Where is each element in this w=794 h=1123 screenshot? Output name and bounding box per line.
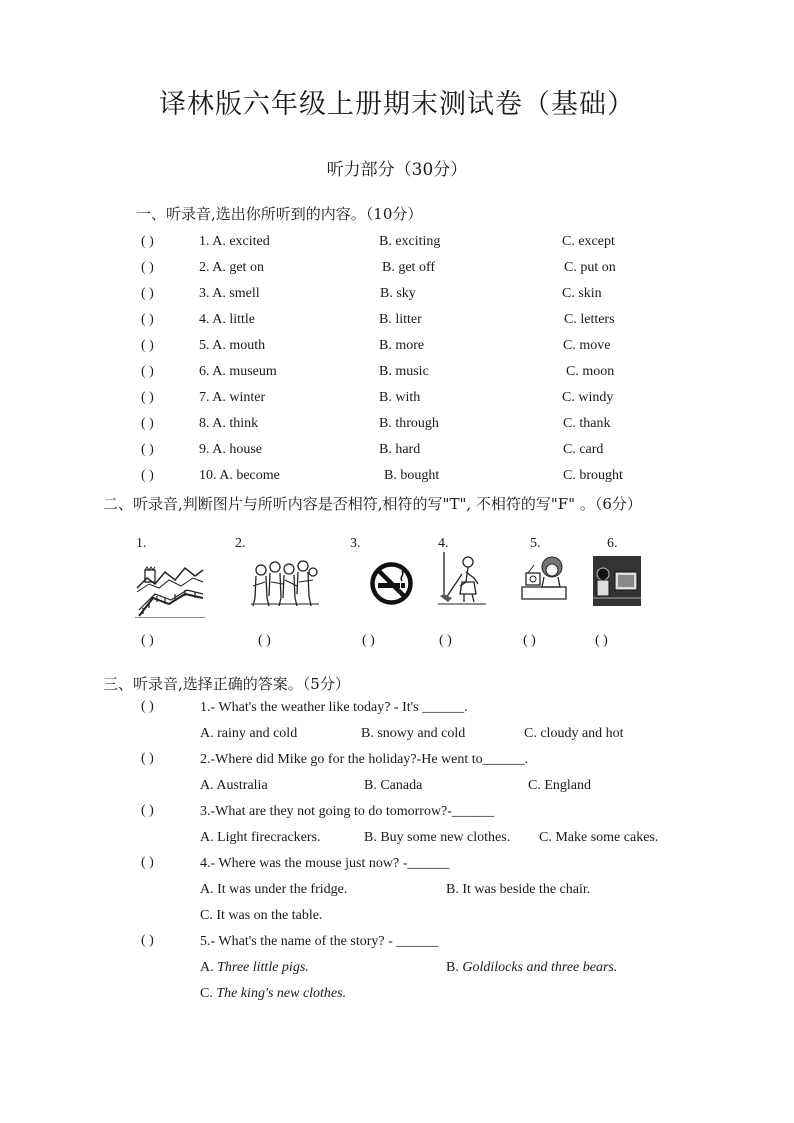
option-a: 5. A. mouth	[199, 338, 266, 353]
picture-number: 6.	[607, 536, 618, 551]
answer-bracket[interactable]: ( )	[362, 633, 375, 648]
option-a: A. It was under the fridge.	[200, 882, 348, 897]
option-letter: B.	[446, 960, 459, 975]
option-c: C. Make some cakes.	[539, 830, 659, 845]
option-a: 10. A. become	[199, 468, 280, 483]
option-c: C. England	[528, 778, 591, 793]
option-b: B. Canada	[364, 778, 423, 793]
answer-bracket[interactable]: ( )	[141, 364, 154, 379]
option-c: C. move	[563, 338, 611, 353]
question-text: 5.- What's the name of the story? - ______	[200, 934, 439, 949]
option-a: 3. A. smell	[199, 286, 260, 301]
option-c: C. put on	[564, 260, 616, 275]
option-a: A. Light firecrackers.	[200, 830, 321, 845]
option-letter: A.	[200, 960, 214, 975]
option-b: B. litter	[379, 312, 422, 327]
option-letter: C.	[200, 986, 213, 1001]
question-text: 1.- What's the weather like today? - It's ______.	[200, 700, 468, 715]
listening-subtitle: 听力部分（30分）	[326, 160, 468, 180]
answer-bracket[interactable]: ( )	[523, 633, 536, 648]
answer-bracket[interactable]: ( )	[141, 416, 154, 431]
answer-bracket[interactable]: ( )	[439, 633, 452, 648]
option-c: C. letters	[564, 312, 615, 327]
option-c	[200, 986, 346, 1002]
answer-bracket[interactable]: ( )	[141, 933, 154, 948]
answer-bracket[interactable]: ( )	[141, 390, 154, 405]
question-text: 2.-Where did Mike go for the holiday?-He went to______.	[200, 752, 529, 767]
answer-bracket[interactable]: ( )	[141, 338, 154, 353]
answer-bracket[interactable]: ( )	[595, 633, 608, 648]
answer-bracket[interactable]: ( )	[141, 312, 154, 327]
option-b: B. through	[379, 416, 439, 431]
picture-number: 3.	[350, 536, 361, 551]
answer-bracket[interactable]: ( )	[258, 633, 271, 648]
option-b: B. more	[379, 338, 425, 353]
option-c: C. moon	[566, 364, 615, 379]
option-c: C. brought	[563, 468, 623, 483]
option-c: C. thank	[563, 416, 611, 431]
option-a	[200, 960, 309, 976]
answer-bracket[interactable]: ( )	[141, 803, 154, 818]
option-b: B. bought	[384, 468, 440, 483]
option-b: B. Buy some new clothes.	[364, 830, 511, 845]
option-a: 1. A. excited	[199, 234, 270, 249]
option-a: 4. A. little	[199, 312, 255, 327]
sweeping-floor-picture	[438, 552, 486, 606]
picture-number: 4.	[438, 536, 449, 551]
answer-bracket[interactable]: ( )	[141, 234, 154, 249]
question-text: 4.- Where was the mouse just now? -______	[200, 856, 450, 871]
listening-radio-picture	[520, 553, 568, 605]
option-a: A. rainy and cold	[200, 726, 298, 741]
option-c: C. windy	[562, 390, 614, 405]
option-b: B. with	[379, 390, 421, 405]
option-a: 6. A. museum	[199, 364, 277, 379]
section2-heading: 二、听录音,判断图片与所听内容是否相符,相符的写"T", 不相符的写"F" 。（6分）	[103, 495, 642, 513]
answer-bracket[interactable]: ( )	[141, 442, 154, 457]
option-a: 8. A. think	[199, 416, 259, 431]
answer-bracket[interactable]: ( )	[141, 855, 154, 870]
answer-bracket[interactable]: ( )	[141, 468, 154, 483]
watching-tv-picture	[593, 556, 641, 606]
answer-bracket[interactable]: ( )	[141, 633, 154, 648]
option-b: B. hard	[379, 442, 421, 457]
section3-heading: 三、听录音,选择正确的答案。（5分）	[103, 675, 350, 693]
option-a: 9. A. house	[199, 442, 262, 457]
picture-number: 5.	[530, 536, 541, 551]
page-title: 译林版六年级上册期末测试卷（基础）	[159, 89, 635, 120]
option-b: B. music	[379, 364, 429, 379]
great-wall-picture	[135, 558, 205, 618]
question-text: 3.-What are they not going to do tomorrow?-______	[200, 804, 494, 819]
option-c: C. cloudy and hot	[524, 726, 624, 741]
option-c: C. It was on the table.	[200, 908, 323, 923]
option-a: 2. A. get on	[199, 260, 264, 275]
option-b: B. snowy and cold	[361, 726, 466, 741]
answer-bracket[interactable]: ( )	[141, 260, 154, 275]
picture-number: 1.	[136, 536, 147, 551]
option-a: 7. A. winter	[199, 390, 266, 405]
option-a: A. Australia	[200, 778, 268, 793]
option-b	[446, 960, 617, 976]
picture-number: 2.	[235, 536, 246, 551]
no-smoking-sign-picture	[369, 561, 414, 606]
answer-bracket[interactable]: ( )	[141, 286, 154, 301]
option-text: The king's new clothes.	[216, 986, 347, 1001]
answer-bracket[interactable]: ( )	[141, 699, 154, 714]
option-text: Goldilocks and three bears.	[462, 960, 618, 975]
option-text: Three little pigs.	[217, 960, 309, 975]
option-b: B. exciting	[379, 234, 441, 249]
festival-crowd-picture	[251, 558, 319, 608]
answer-bracket[interactable]: ( )	[141, 751, 154, 766]
option-c: C. skin	[562, 286, 602, 301]
option-b: B. get off	[382, 260, 436, 275]
option-b: B. It was beside the chair.	[446, 882, 591, 897]
section1-heading: 一、听录音,选出你所听到的内容。（10分）	[136, 205, 423, 223]
option-c: C. except	[562, 234, 615, 249]
option-c: C. card	[563, 442, 604, 457]
option-b: B. sky	[380, 286, 416, 301]
